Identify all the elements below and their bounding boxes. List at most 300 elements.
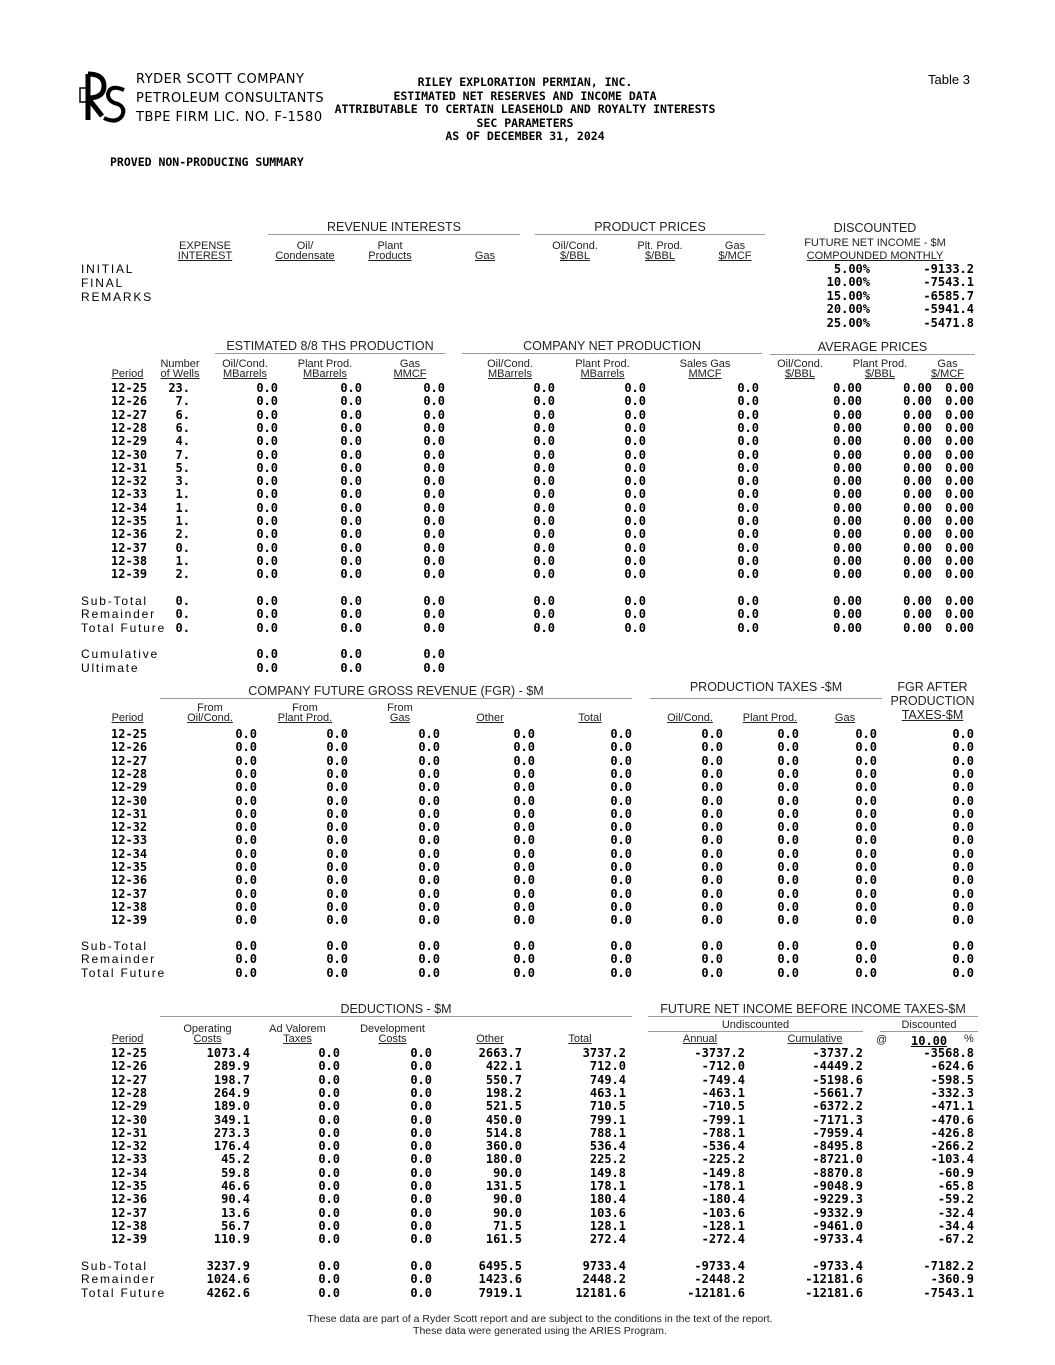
- deduction-value: -34.4: [937, 1218, 974, 1233]
- summary-label: Total Future: [81, 965, 166, 980]
- column-header: Other: [476, 712, 504, 724]
- final-label: FINAL: [81, 276, 125, 290]
- revenue-value: 0.0: [513, 793, 535, 808]
- production-value: 0.00: [903, 567, 932, 582]
- deduction-value: -9733.4: [694, 1259, 745, 1273]
- revenue-value: 0.0: [701, 860, 723, 874]
- period-label: 12-38: [111, 553, 148, 568]
- revenue-value: 0.0: [513, 780, 535, 795]
- production-value: 0.0: [340, 381, 362, 395]
- gross-production-title: ESTIMATED 8/8 THS PRODUCTION: [226, 339, 434, 353]
- wells-count: 4.: [175, 434, 190, 449]
- production-value: 0.0: [624, 381, 646, 395]
- period-label: 12-30: [111, 793, 148, 808]
- deduction-value: -7543.1: [923, 1285, 974, 1300]
- revenue-value: 0.0: [513, 899, 535, 914]
- period-label: 12-31: [111, 806, 148, 821]
- revenue-value: 0.0: [418, 846, 440, 861]
- revenue-value: 0.0: [701, 740, 723, 755]
- period-label: 12-32: [111, 1139, 148, 1154]
- production-value: 0.00: [903, 527, 932, 542]
- production-value: 0.00: [833, 567, 862, 582]
- production-value: 0.00: [903, 553, 932, 568]
- deduction-value: 3237.9: [206, 1259, 250, 1273]
- wells-count: 7.: [175, 447, 190, 462]
- production-value: 0.00: [833, 487, 862, 502]
- deduction-value: 289.9: [213, 1059, 250, 1074]
- revenue-value: 0.0: [235, 740, 257, 755]
- summary-label: Total Future: [81, 620, 166, 635]
- revenue-value: 0.0: [701, 806, 723, 821]
- deduction-value: 0.0: [410, 1085, 432, 1100]
- production-value: 0.0: [624, 460, 646, 475]
- revenue-value: 0.0: [952, 913, 974, 928]
- production-value: 0.0: [256, 594, 278, 608]
- deduction-value: 536.4: [589, 1139, 626, 1154]
- revenue-value: 0.0: [418, 965, 440, 980]
- revenue-value: 0.0: [610, 740, 632, 755]
- deduction-value: -149.8: [701, 1165, 745, 1180]
- production-value: 0.0: [340, 527, 362, 542]
- production-value: 0.0: [423, 420, 445, 435]
- revenue-value: 0.0: [235, 820, 257, 835]
- revenue-value: 0.0: [326, 727, 348, 741]
- deduction-value: -3737.2: [812, 1046, 863, 1060]
- deduction-value: 46.6: [221, 1179, 250, 1193]
- revenue-value: 0.0: [326, 740, 348, 755]
- production-value: 0.0: [340, 500, 362, 515]
- company-tagline: PETROLEUM CONSULTANTS: [136, 91, 325, 106]
- deduction-value: -9332.9: [812, 1205, 863, 1220]
- production-value: 0.0: [533, 420, 555, 435]
- revenue-value: 0.0: [235, 952, 257, 967]
- wells-count: 5.: [175, 460, 190, 475]
- revenue-value: 0.0: [777, 766, 799, 781]
- period-label: 12-27: [111, 753, 148, 768]
- production-value: 0.0: [624, 553, 646, 568]
- deduction-value: 0.0: [410, 1072, 432, 1087]
- revenue-value: 0.0: [235, 766, 257, 781]
- revenue-value: 0.0: [418, 886, 440, 901]
- revenue-value: 0.0: [952, 952, 974, 967]
- fgr-after-line: PRODUCTION: [890, 694, 975, 708]
- column-header: Gas: [834, 712, 856, 724]
- deduction-value: 0.0: [318, 1165, 340, 1180]
- revenue-value: 0.0: [235, 886, 257, 901]
- deduction-value: 0.0: [318, 1259, 340, 1273]
- deduction-value: 0.0: [318, 1139, 340, 1154]
- deduction-value: -266.2: [930, 1139, 974, 1154]
- column-header: $/BBL: [645, 250, 675, 262]
- revenue-value: 0.0: [513, 886, 535, 901]
- period-label: 12-36: [111, 527, 148, 542]
- revenue-value: 0.0: [777, 793, 799, 808]
- revenue-value: 0.0: [610, 860, 632, 874]
- production-value: 0.00: [833, 607, 862, 622]
- production-value: 0.00: [945, 460, 974, 475]
- production-value: 0.0: [737, 567, 759, 582]
- production-value: 0.0: [533, 434, 555, 449]
- deduction-value: 0.0: [318, 1085, 340, 1100]
- revenue-value: 0.0: [855, 753, 877, 768]
- deduction-value: 0.0: [410, 1259, 432, 1273]
- revenue-value: 0.0: [418, 913, 440, 928]
- deduction-value: -65.8: [937, 1179, 974, 1193]
- title-line: SEC PARAMETERS: [476, 115, 574, 130]
- column-header: Annual: [682, 1033, 718, 1045]
- period-label: 12-25: [111, 1046, 148, 1060]
- cumulative-value: 0.0: [423, 661, 445, 675]
- production-value: 0.0: [533, 500, 555, 515]
- summary-label: Sub-Total: [81, 1259, 148, 1273]
- production-value: 0.0: [340, 620, 362, 635]
- deduction-value: -59.2: [937, 1192, 974, 1207]
- revenue-value: 0.0: [326, 952, 348, 967]
- production-value: 0.0: [737, 381, 759, 395]
- period-label: 12-26: [111, 1059, 148, 1074]
- production-value: 0.0: [533, 407, 555, 422]
- deduction-value: 131.5: [485, 1179, 522, 1193]
- revenue-value: 0.0: [610, 913, 632, 928]
- product-prices-title: PRODUCT PRICES: [594, 220, 706, 234]
- revenue-value: 0.0: [610, 846, 632, 861]
- cumulative-label: Ultimate: [81, 661, 140, 675]
- production-value: 0.0: [340, 394, 362, 409]
- deduction-value: -180.4: [701, 1192, 745, 1207]
- production-value: 0.0: [737, 514, 759, 528]
- deduction-value: 422.1: [485, 1059, 522, 1074]
- production-value: 0.0: [423, 460, 445, 475]
- production-value: 0.0: [256, 514, 278, 528]
- production-value: 0.0: [533, 514, 555, 528]
- deduction-value: 0.0: [318, 1232, 340, 1247]
- revenue-value: 0.0: [701, 886, 723, 901]
- deduction-value: -67.2: [937, 1232, 974, 1247]
- production-value: 0.00: [833, 447, 862, 462]
- revenue-value: 0.0: [235, 793, 257, 808]
- cumulative-value: 0.0: [256, 647, 278, 661]
- period-label: 12-37: [111, 1205, 148, 1220]
- revenue-value: 0.0: [610, 780, 632, 795]
- summary-label: Remainder: [81, 607, 156, 622]
- column-header: Period: [111, 368, 144, 380]
- column-header: Gas: [474, 250, 496, 262]
- column-header: Costs: [378, 1033, 407, 1045]
- column-header: MBarrels: [222, 368, 267, 380]
- production-value: 0.00: [903, 447, 932, 462]
- production-value: 0.0: [340, 420, 362, 435]
- production-value: 0.0: [624, 607, 646, 622]
- revenue-value: 0.0: [777, 860, 799, 874]
- revenue-value: 0.0: [855, 939, 877, 953]
- deduction-value: -332.3: [930, 1085, 974, 1100]
- column-header: $/MCF: [718, 250, 752, 262]
- revenue-value: 0.0: [513, 766, 535, 781]
- revenue-value: 0.0: [701, 873, 723, 888]
- revenue-value: 0.0: [235, 873, 257, 888]
- production-value: 0.0: [737, 527, 759, 542]
- wells-count: 0.: [175, 620, 190, 635]
- revenue-value: 0.0: [418, 727, 440, 741]
- deduction-value: -178.1: [701, 1179, 745, 1193]
- column-header: Oil/Cond.: [777, 358, 823, 370]
- production-value: 0.00: [833, 620, 862, 635]
- deduction-value: 198.7: [213, 1072, 250, 1087]
- title-line: AS OF DECEMBER 31, 2024: [445, 129, 605, 143]
- column-header: Operating: [183, 1023, 232, 1035]
- deduction-value: 450.0: [485, 1112, 522, 1127]
- revenue-value: 0.0: [326, 766, 348, 781]
- revenue-value: 0.0: [777, 846, 799, 861]
- column-header: Oil/Cond.: [667, 712, 713, 724]
- period-label: 12-27: [111, 1072, 148, 1087]
- deduction-value: 0.0: [318, 1112, 340, 1127]
- production-value: 0.00: [903, 381, 932, 395]
- summary-label: Sub-Total: [81, 939, 148, 953]
- revenue-value: 0.0: [952, 753, 974, 768]
- production-value: 0.00: [903, 407, 932, 422]
- revenue-value: 0.0: [952, 820, 974, 835]
- deduction-value: 0.0: [410, 1192, 432, 1207]
- column-header: Gas: [399, 358, 421, 370]
- revenue-value: 0.0: [952, 886, 974, 901]
- production-value: 0.0: [737, 394, 759, 409]
- revenue-value: 0.0: [701, 899, 723, 914]
- period-label: 12-33: [111, 1152, 148, 1167]
- revenue-value: 0.0: [513, 820, 535, 835]
- deduction-value: -2448.2: [694, 1272, 745, 1287]
- production-value: 0.0: [423, 540, 445, 555]
- column-header: Period: [111, 712, 144, 724]
- deduction-value: 45.2: [221, 1152, 250, 1167]
- revenue-value: 0.0: [235, 846, 257, 861]
- production-value: 0.0: [624, 527, 646, 542]
- title-line: RILEY EXPLORATION PERMIAN, INC.: [417, 75, 633, 89]
- revenue-value: 0.0: [777, 753, 799, 768]
- deduction-value: 4262.6: [206, 1285, 250, 1300]
- deduction-value: -624.6: [930, 1059, 974, 1074]
- column-header: Oil/Cond.: [487, 358, 533, 370]
- deduction-value: 710.5: [589, 1099, 626, 1114]
- fgr-title: COMPANY FUTURE GROSS REVENUE (FGR) - $M: [248, 684, 544, 698]
- revenue-value: 0.0: [235, 913, 257, 928]
- deduction-value: 712.0: [589, 1059, 626, 1074]
- period-label: 12-30: [111, 447, 148, 462]
- deduction-value: -8721.0: [812, 1152, 863, 1167]
- production-value: 0.00: [833, 500, 862, 515]
- deduction-value: 71.5: [493, 1218, 522, 1233]
- title-line: ATTRIBUTABLE TO CERTAIN LEASEHOLD AND ROYALTY INTERESTS: [334, 102, 716, 116]
- revenue-value: 0.0: [513, 740, 535, 755]
- revenue-value: 0.0: [777, 952, 799, 967]
- production-value: 0.00: [945, 420, 974, 435]
- deduction-value: 128.1: [589, 1218, 626, 1233]
- deduction-value: -5198.6: [812, 1072, 863, 1087]
- revenue-value: 0.0: [952, 766, 974, 781]
- column-header: $/MCF: [931, 368, 964, 380]
- revenue-value: 0.0: [777, 727, 799, 741]
- deduction-value: 189.0: [213, 1099, 250, 1114]
- cumulative-value: 0.0: [423, 647, 445, 661]
- deduction-value: 9733.4: [582, 1259, 626, 1273]
- production-value: 0.0: [423, 487, 445, 502]
- deduction-value: 360.0: [485, 1139, 522, 1154]
- production-value: 0.0: [737, 540, 759, 555]
- discounted-title: DISCOUNTED: [833, 221, 917, 235]
- revenue-value: 0.0: [952, 727, 974, 741]
- deduction-value: -3568.8: [923, 1046, 974, 1060]
- production-value: 0.0: [256, 420, 278, 435]
- revenue-value: 0.0: [777, 873, 799, 888]
- period-label: 12-34: [111, 846, 148, 861]
- revenue-value: 0.0: [777, 939, 799, 953]
- column-header: Plant Prod.: [852, 358, 908, 370]
- revenue-value: 0.0: [418, 952, 440, 967]
- deduction-value: -426.8: [930, 1125, 974, 1140]
- column-header: Plant Prod.: [742, 712, 798, 724]
- period-label: 12-28: [111, 766, 148, 781]
- deduction-value: 0.0: [318, 1192, 340, 1207]
- production-value: 0.0: [423, 500, 445, 515]
- production-value: 0.00: [903, 474, 932, 489]
- deduction-value: -5661.7: [812, 1085, 863, 1100]
- revenue-value: 0.0: [513, 939, 535, 953]
- revenue-value: 0.0: [855, 766, 877, 781]
- production-value: 0.00: [945, 487, 974, 502]
- summary-label: Total Future: [81, 1285, 166, 1300]
- deduction-value: 2448.2: [582, 1272, 626, 1287]
- fgr-after-line: TAXES-$M: [901, 708, 964, 722]
- footer-line: These data were generated using the ARIES Program.: [413, 1325, 667, 1337]
- production-value: 0.0: [624, 500, 646, 515]
- production-taxes-title: PRODUCTION TAXES -$M: [689, 680, 843, 694]
- production-value: 0.0: [340, 447, 362, 462]
- discounted-label: Discounted: [901, 1019, 957, 1031]
- revenue-value: 0.0: [418, 793, 440, 808]
- average-prices-title: AVERAGE PRICES: [817, 340, 928, 354]
- production-value: 0.0: [340, 514, 362, 528]
- period-label: 12-25: [111, 727, 148, 741]
- column-header: Oil/: [296, 240, 314, 252]
- wells-count: 1.: [175, 500, 190, 515]
- revenue-value: 0.0: [701, 965, 723, 980]
- production-value: 0.0: [624, 474, 646, 489]
- production-value: 0.0: [340, 460, 362, 475]
- production-value: 0.0: [737, 420, 759, 435]
- production-value: 0.0: [256, 607, 278, 622]
- fni-before-taxes-title: FUTURE NET INCOME BEFORE INCOME TAXES-$M: [660, 1002, 966, 1016]
- firm-license: TBPE FIRM LIC. NO. F-1580: [136, 110, 323, 125]
- revenue-value: 0.0: [418, 873, 440, 888]
- revenue-value: 0.0: [610, 727, 632, 741]
- production-value: 0.0: [533, 567, 555, 582]
- production-value: 0.00: [833, 527, 862, 542]
- footer-notes: [230, 1313, 850, 1337]
- deduction-value: -463.1: [701, 1085, 745, 1100]
- period-label: 12-37: [111, 886, 148, 901]
- column-header: From: [292, 702, 318, 714]
- revenue-value: 0.0: [326, 965, 348, 980]
- deduction-value: 176.4: [213, 1139, 250, 1154]
- revenue-value: 0.0: [952, 793, 974, 808]
- revenue-value: 0.0: [418, 820, 440, 835]
- production-value: 0.00: [945, 607, 974, 622]
- revenue-value: 0.0: [952, 899, 974, 914]
- revenue-value: 0.0: [952, 860, 974, 874]
- deduction-value: -128.1: [701, 1218, 745, 1233]
- production-value: 0.0: [737, 434, 759, 449]
- revenue-value: 0.0: [418, 939, 440, 953]
- table-number: Table 3: [928, 72, 970, 87]
- production-value: 0.0: [256, 434, 278, 449]
- deduction-value: -9733.4: [812, 1259, 863, 1273]
- production-value: 0.00: [833, 514, 862, 528]
- interest-row-labels: [81, 262, 153, 304]
- production-value: 0.00: [833, 460, 862, 475]
- deduction-value: 0.0: [410, 1179, 432, 1193]
- column-header: Sales Gas: [679, 358, 731, 370]
- production-value: 0.0: [423, 474, 445, 489]
- period-label: 12-36: [111, 873, 148, 888]
- deduction-value: 788.1: [589, 1125, 626, 1140]
- production-value: 0.00: [945, 394, 974, 409]
- footer-line: These data are part of a Ryder Scott report and are subject to the conditions in the text of the report.: [307, 1313, 773, 1325]
- deduction-value: 0.0: [410, 1232, 432, 1247]
- column-header: Gas: [724, 240, 746, 252]
- production-value: 0.00: [833, 407, 862, 422]
- revenue-value: 0.0: [701, 939, 723, 953]
- deduction-value: 0.0: [410, 1205, 432, 1220]
- summary-label: Remainder: [81, 952, 156, 967]
- revenue-value: 0.0: [855, 727, 877, 741]
- deduction-value: 110.9: [213, 1232, 250, 1247]
- revenue-value: 0.0: [235, 780, 257, 795]
- production-value: 0.00: [903, 607, 932, 622]
- production-value: 0.0: [256, 394, 278, 409]
- revenue-value: 0.0: [855, 806, 877, 821]
- column-header: Oil/Cond.: [187, 712, 233, 724]
- fni-title: FUTURE NET INCOME - $M: [804, 237, 946, 249]
- production-value: 0.0: [624, 487, 646, 502]
- revenue-value: 0.0: [855, 846, 877, 861]
- production-value: 0.0: [737, 407, 759, 422]
- production-value: 0.0: [340, 407, 362, 422]
- revenue-value: 0.0: [701, 913, 723, 928]
- production-value: 0.0: [624, 540, 646, 555]
- revenue-value: 0.0: [701, 727, 723, 741]
- production-value: 0.0: [533, 394, 555, 409]
- revenue-value: 0.0: [777, 820, 799, 835]
- deduction-value: 1073.4: [206, 1046, 250, 1060]
- production-value: 0.00: [833, 474, 862, 489]
- fgr-after-line: FGR AFTER: [897, 680, 968, 694]
- revenue-value: 0.0: [235, 965, 257, 980]
- revenue-value: 0.0: [418, 899, 440, 914]
- deduction-value: 13.6: [221, 1205, 250, 1220]
- deduction-value: -60.9: [937, 1165, 974, 1180]
- summary-label: Sub-Total: [81, 594, 148, 608]
- period-label: 12-32: [111, 474, 148, 489]
- period-label: 12-34: [111, 1165, 148, 1180]
- revenue-value: 0.0: [855, 780, 877, 795]
- revenue-value: 0.0: [610, 899, 632, 914]
- production-value: 0.0: [737, 447, 759, 462]
- column-header: Costs: [193, 1033, 222, 1045]
- revenue-value: 0.0: [777, 899, 799, 914]
- deduction-value: 0.0: [410, 1218, 432, 1233]
- wells-count: 1.: [175, 553, 190, 568]
- discounted-fni-value: -5941.4: [923, 302, 974, 317]
